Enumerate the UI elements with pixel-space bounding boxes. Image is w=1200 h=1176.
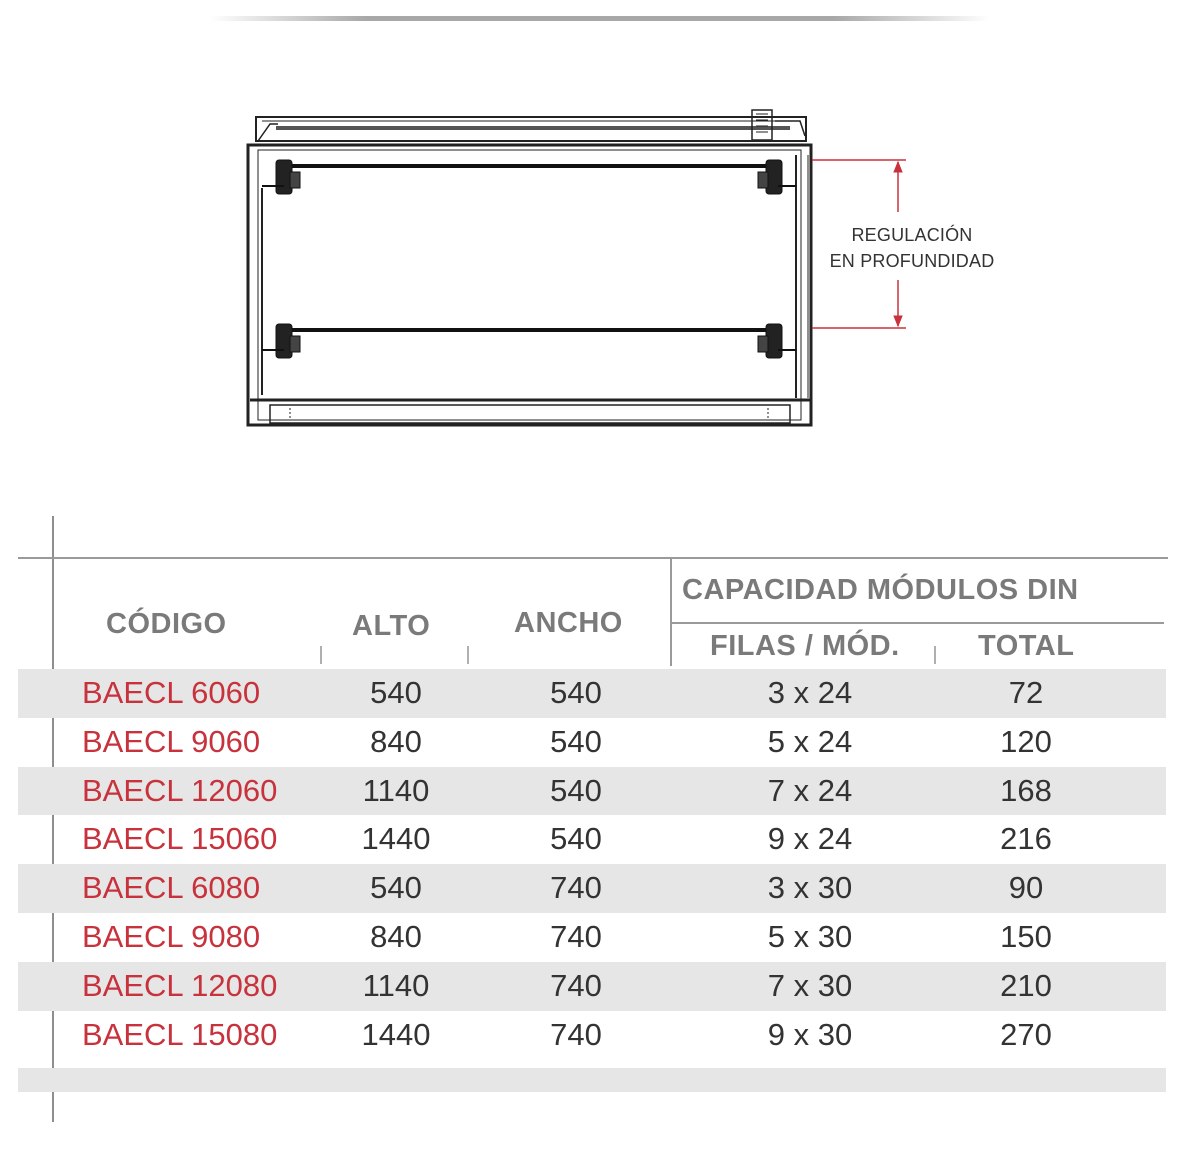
cell-total: 210 xyxy=(1000,967,1052,1003)
cell-total: 90 xyxy=(1008,870,1044,906)
cell-total: 72 xyxy=(1008,675,1044,710)
cell-filas: 7 x 30 xyxy=(767,967,853,1003)
cell-total: 216 xyxy=(1000,821,1052,857)
header-alto: ALTO xyxy=(352,610,431,642)
header-codigo: CÓDIGO xyxy=(106,608,227,640)
header-ancho: ANCHO xyxy=(514,607,623,639)
cell-alto: 1440 xyxy=(361,1016,431,1052)
header-total: TOTAL xyxy=(978,630,1075,662)
cell-codigo: BAECL 12060 xyxy=(82,772,278,808)
header-separator xyxy=(934,646,936,664)
cell-filas: 9 x 30 xyxy=(767,1016,853,1052)
cell-codigo: BAECL 12080 xyxy=(82,967,278,1003)
table-row xyxy=(18,864,1166,913)
cell-ancho: 740 xyxy=(550,870,602,906)
header-separator xyxy=(320,646,322,664)
cell-codigo: BAECL 9080 xyxy=(82,918,261,954)
table-row xyxy=(18,1011,1166,1060)
cell-filas: 9 x 24 xyxy=(767,821,853,857)
cell-filas: 3 x 30 xyxy=(767,870,853,906)
cell-alto: 1140 xyxy=(362,772,430,808)
cell-total: 150 xyxy=(1000,918,1052,954)
enclosure-depth-diagram xyxy=(0,0,1200,470)
cell-ancho: 540 xyxy=(550,772,602,808)
table-row xyxy=(18,962,1166,1011)
cell-codigo: BAECL 15080 xyxy=(82,1016,278,1052)
cell-alto: 840 xyxy=(370,918,422,954)
table-top-rule xyxy=(18,557,1168,559)
enclosure-top-rail xyxy=(256,110,806,141)
cell-alto: 540 xyxy=(370,870,422,906)
label-line-2: EN PROFUNDIDAD xyxy=(829,251,995,271)
cell-codigo: BAECL 6060 xyxy=(82,675,261,710)
cell-total: 270 xyxy=(1000,1016,1052,1052)
cell-codigo: BAECL 9060 xyxy=(82,723,261,759)
cell-ancho: 540 xyxy=(550,821,602,857)
table-footer-bar xyxy=(18,1068,1166,1092)
table-row xyxy=(18,913,1166,962)
cell-alto: 540 xyxy=(370,675,422,710)
cell-alto: 1440 xyxy=(361,821,431,857)
table-body xyxy=(18,669,1166,1059)
depth-adjustment-label xyxy=(812,222,1012,274)
cell-ancho: 540 xyxy=(550,675,602,710)
header-separator xyxy=(467,646,469,664)
table-row xyxy=(18,767,1166,816)
cell-filas: 3 x 24 xyxy=(767,675,853,710)
label-line-1: REGULACIÓN xyxy=(851,225,973,245)
cell-filas: 7 x 24 xyxy=(767,772,853,808)
enclosure-body xyxy=(248,145,811,425)
table-row xyxy=(18,718,1166,767)
cell-ancho: 740 xyxy=(550,1016,602,1052)
cell-ancho: 740 xyxy=(550,967,602,1003)
cell-ancho: 740 xyxy=(550,918,602,954)
group-divider xyxy=(670,558,672,666)
cell-ancho: 540 xyxy=(550,723,602,759)
cell-total: 168 xyxy=(1000,772,1052,808)
cell-alto: 1140 xyxy=(362,967,430,1003)
cell-codigo: BAECL 15060 xyxy=(82,821,278,857)
table-row xyxy=(18,815,1166,864)
cell-alto: 840 xyxy=(370,723,422,759)
group-sub-rule xyxy=(672,622,1164,624)
lower-din-rail xyxy=(262,324,796,358)
cell-total: 120 xyxy=(1000,723,1052,759)
upper-din-rail xyxy=(262,160,796,194)
header-capacidad: CAPACIDAD MÓDULOS DIN xyxy=(682,574,1079,606)
cell-filas: 5 x 24 xyxy=(767,723,853,759)
cell-filas: 5 x 30 xyxy=(767,918,853,954)
cell-codigo: BAECL 6080 xyxy=(82,870,261,906)
header-filas: FILAS / MÓD. xyxy=(710,630,900,662)
table-row xyxy=(18,669,1166,718)
